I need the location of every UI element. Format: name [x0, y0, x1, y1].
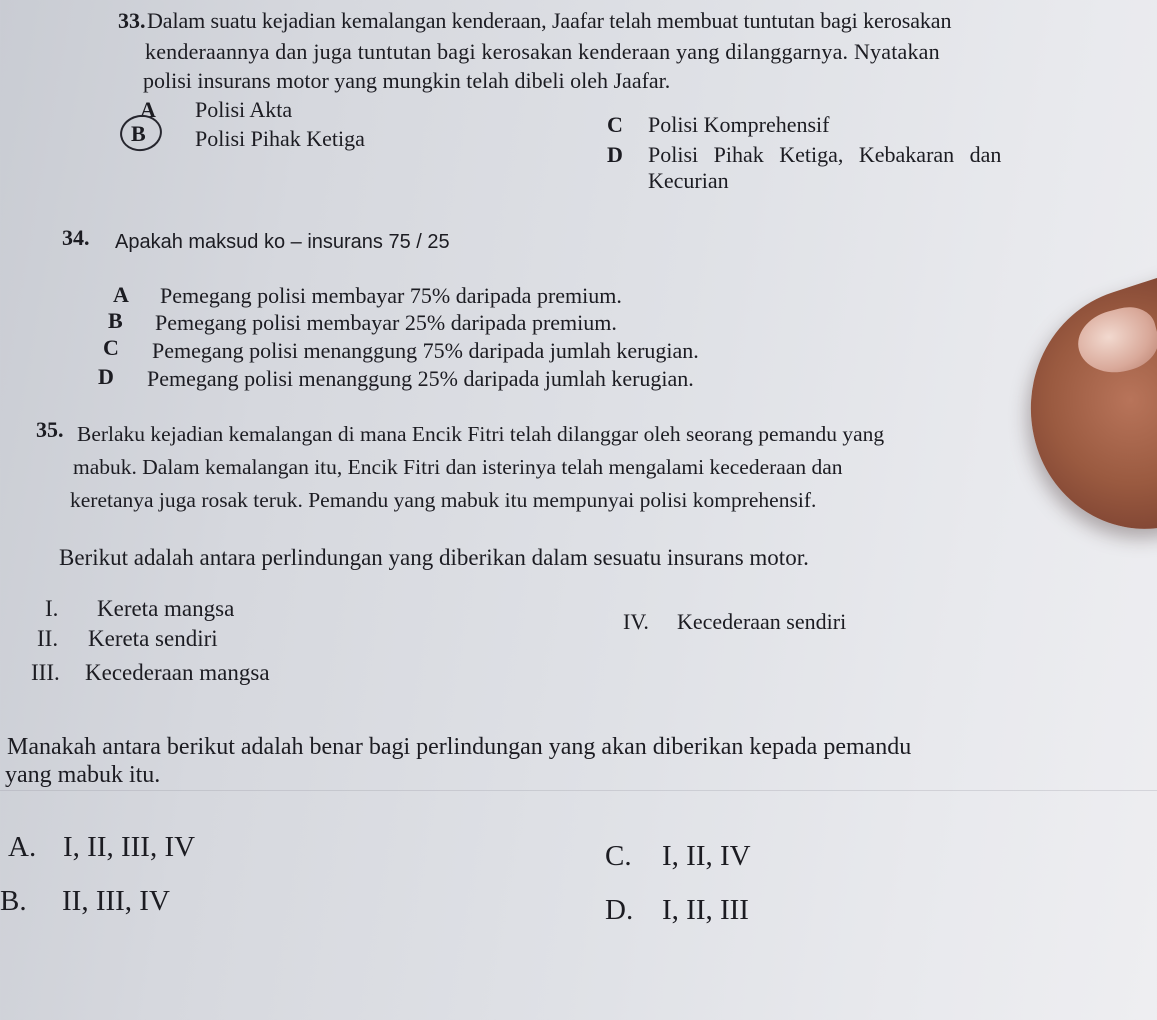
q35-answer-d-text: I, II, III	[662, 894, 749, 926]
q35-item-4-text: Kecederaan sendiri	[677, 609, 847, 634]
q35-number: 35.	[36, 417, 64, 442]
q34-option-a-letter: A	[113, 282, 129, 307]
q33-option-a-text: Polisi Akta	[195, 97, 293, 122]
q35-line3: keretanya juga rosak teruk. Pemandu yang mabuk itu mempunyai polisi komprehensif.	[70, 488, 817, 512]
q33-option-c-text: Polisi Komprehensif	[648, 112, 830, 137]
q35-line1: Berlaku kejadian kemalangan di mana Encik Fitri telah dilanggar oleh seorang pemandu yang	[77, 422, 885, 446]
q34-text: Apakah maksud ko – insurans 75 / 25	[115, 231, 450, 253]
q35-item-4-roman: IV.	[623, 609, 649, 634]
q33-option-b-text: Polisi Pihak Ketiga	[195, 126, 365, 151]
q34-option-b-letter: B	[108, 308, 123, 333]
q33-option-a-letter: A	[140, 97, 156, 122]
q35-item-3-text: Kecederaan mangsa	[85, 660, 270, 685]
q35-item-3-roman: III.	[31, 660, 60, 685]
q35-answer-c-text: I, II, IV	[662, 840, 751, 872]
q35-item-1-text: Kereta mangsa	[97, 596, 235, 621]
q34-option-c-text: Pemegang polisi menanggung 75% daripada jumlah kerugian.	[152, 338, 699, 363]
q35-answer-b-letter: B.	[0, 885, 27, 917]
q34-option-a-text: Pemegang polisi membayar 75% daripada premium.	[160, 283, 622, 308]
q33-option-c-letter: C	[607, 112, 623, 137]
q35-answer-d-letter: D.	[605, 894, 634, 926]
q34-option-c-letter: C	[103, 335, 119, 360]
finger-image	[999, 258, 1157, 557]
q33-option-b-letter: B	[131, 121, 146, 146]
q34-option-b-text: Pemegang polisi membayar 25% daripada premium.	[155, 310, 617, 335]
q35-answer-b-text: II, III, IV	[62, 885, 170, 917]
faint-divider	[0, 790, 1157, 791]
q34-option-d-text: Pemegang polisi menanggung 25% daripada jumlah kerugian.	[147, 366, 694, 391]
q35-line2: mabuk. Dalam kemalangan itu, Encik Fitri dan isterinya telah mengalami kecederaan dan	[73, 455, 843, 479]
q33-line3: polisi insurans motor yang mungkin telah dibeli oleh Jaafar.	[143, 68, 671, 93]
q35-item-2-text: Kereta sendiri	[88, 626, 218, 651]
q34-option-d-letter: D	[98, 364, 114, 389]
q35-answer-a-letter: A.	[8, 831, 37, 863]
q34-number: 34.	[62, 225, 90, 250]
q35-question-line1: Manakah antara berikut adalah benar bagi perlindungan yang akan diberikan kepada pemandu	[7, 734, 912, 760]
q33-line1: Dalam suatu kejadian kemalangan kenderaan, Jaafar telah membuat tuntutan bagi kerosakan	[147, 8, 952, 33]
q33-option-d-text: Polisi Pihak Ketiga, Kebakaran dan	[648, 142, 1002, 167]
q33-number: 33.	[118, 8, 146, 33]
q35-answer-c-letter: C.	[605, 840, 632, 872]
q33-option-d-text2: Kecurian	[648, 168, 729, 193]
q33-line2: kenderaannya dan juga tuntutan bagi kerosakan kenderaan yang dilanggarnya. Nyatakan	[145, 39, 940, 64]
q35-intro: Berikut adalah antara perlindungan yang diberikan dalam sesuatu insurans motor.	[59, 545, 809, 570]
q33-option-d-letter: D	[607, 142, 623, 167]
q35-question-line2: yang mabuk itu.	[5, 762, 161, 788]
q35-item-1-roman: I.	[45, 596, 59, 621]
q35-answer-a-text: I, II, III, IV	[63, 831, 196, 863]
q35-item-2-roman: II.	[37, 626, 59, 651]
